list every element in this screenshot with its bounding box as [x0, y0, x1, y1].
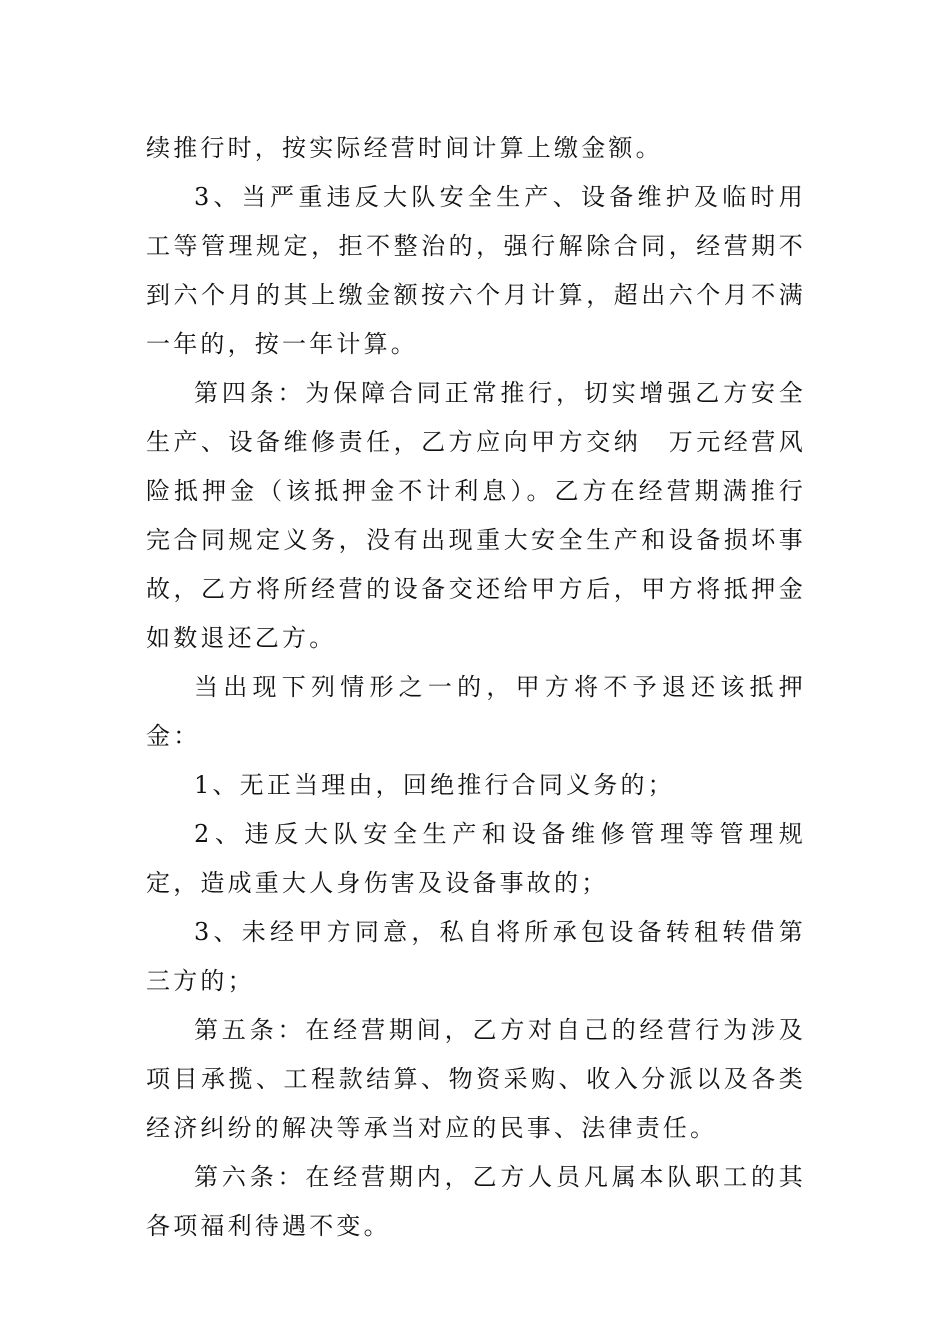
- paragraph-clause-3-item-3: 3、当严重违反大队安全生产、设备维护及临时用工等管理规定，拒不整治的，强行解除合同，经营期不到六个月的其上缴金额按六个月计算，超出六个月不满一年的，按一年计算。: [146, 183, 806, 358]
- paragraph-deposit-conditions: 当出现下列情形之一的，甲方将不予退还该抵押金：: [146, 673, 806, 750]
- paragraph-article-4: 第四条：为保障合同正常推行，切实增强乙方安全生产、设备维修责任，乙方应向甲方交纳 万元经营风险抵押金（该抵押金不计利息）。乙方在经营期满推行完合同规定义务，没有出现重大安全生产和设备损坏事故，乙方将所经营的设备交还给甲方后，甲方将抵押金如数退还乙方。: [146, 379, 806, 652]
- paragraph-article-6: 第六条：在经营期内，乙方人员凡属本队职工的其各项福利待遇不变。: [146, 1163, 806, 1240]
- document-body: [146, 124, 806, 1251]
- paragraph-condition-1: 1、无正当理由，回绝推行合同义务的；: [194, 771, 675, 799]
- paragraph-condition-3: 3、未经甲方同意，私自将所承包设备转租转借第三方的；: [146, 918, 806, 995]
- paragraph-condition-2: 2、违反大队安全生产和设备维修管理等管理规定，造成重大人身伤害及设备事故的；: [146, 820, 806, 897]
- paragraph-article-5: 第五条：在经营期间，乙方对自己的经营行为涉及项目承揽、工程款结算、物资采购、收入分派以及各类经济纠纷的解决等承当对应的民事、法律责任。: [146, 1016, 806, 1142]
- paragraph-continuation: 续推行时，按实际经营时间计算上缴金额。: [146, 134, 663, 162]
